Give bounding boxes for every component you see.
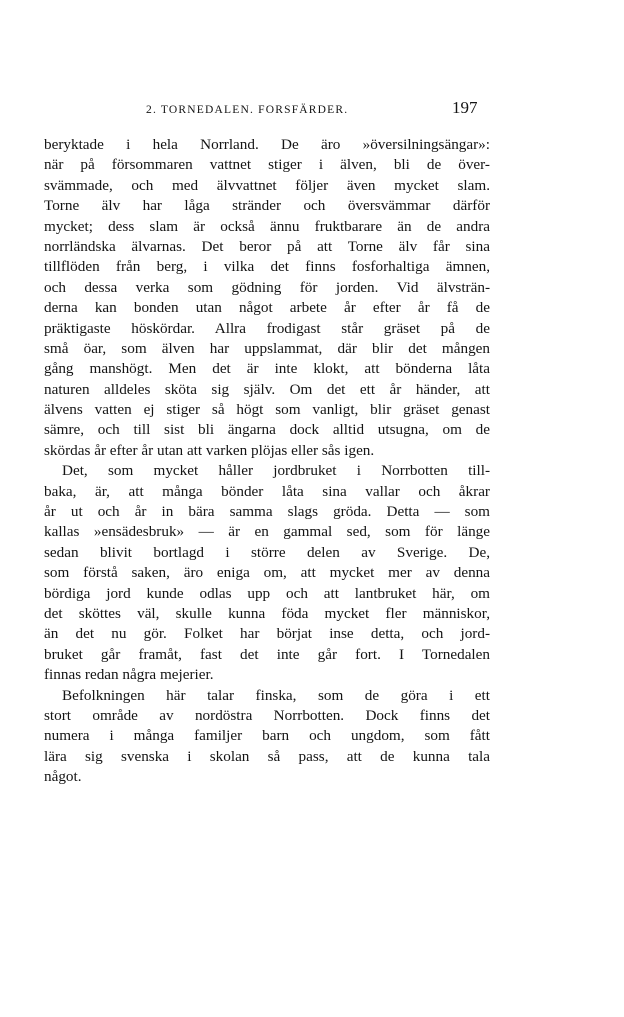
text-line: numera i många familjer barn och ungdom, som fått — [44, 727, 490, 745]
text-line: lära sig svenska i skolan så pass, att de kunna tala — [44, 747, 490, 765]
text-line: och dessa verka som gödning för jorden. Vid älvsträn- — [44, 278, 490, 296]
text-line: det sköttes väl, skulle kunna föda mycket fler människor, — [44, 604, 490, 622]
text-line: kallas »ensädesbruk» — är en gammal sed, som för länge — [44, 523, 490, 541]
text-line: mycket; dess slam är också ännu fruktbarare än de andra — [44, 217, 490, 235]
running-title: 2. TORNEDALEN. FORSFÄRDER. — [146, 104, 349, 116]
text-line: något. — [44, 768, 82, 786]
text-line: bruket går framåt, fast det inte går fort. I Tornedalen — [44, 645, 490, 663]
running-header — [0, 98, 624, 122]
text-line: finnas redan några mejerier. — [44, 666, 214, 684]
text-line: beryktade i hela Norrland. De äro »översilningsängar»: — [44, 136, 490, 153]
text-line: sedan blivit bortlagd i större delen av Sverige. De, — [44, 543, 490, 561]
text-line: små öar, som älven har uppslammat, där blir det mången — [44, 339, 490, 357]
text-line: Befolkningen här talar finska, som de göra i ett — [62, 686, 490, 704]
text-line: präktigaste höskördar. Allra frodigast står gräset på de — [44, 319, 490, 337]
text-line: älvens vatten ej stiger så högt som vanligt, blir gräset genast — [44, 401, 490, 419]
text-line: norrländska älvarnas. Det beror på att Torne älv får sina — [44, 237, 490, 255]
text-line: Torne älv har låga stränder och översvämmar därför — [44, 197, 490, 215]
text-line: skördas år efter år utan att varken plöjas eller sås igen. — [44, 441, 375, 459]
text-line: än det nu gör. Folket har börjat inse detta, och jord- — [44, 625, 490, 643]
text-line: svämmade, och med älvvattnet följer även mycket slam. — [44, 176, 490, 194]
text-line: Det, som mycket håller jordbruket i Norrbotten till- — [62, 462, 490, 480]
page-number: 197 — [452, 98, 478, 117]
text-line: sämre, och till sist bli ängarna dock alltid utsugna, om de — [44, 421, 490, 439]
text-line: år ut och år in bära samma slags gröda. Detta — som — [44, 503, 490, 521]
text-line: tillflöden från berg, i vilka det finns fosforhaltiga ämnen, — [44, 258, 490, 276]
text-line: som förstå saken, äro eniga om, att mycket mer av denna — [44, 564, 490, 582]
text-line: baka, är, att många bönder låta sina vallar och åkrar — [44, 482, 490, 500]
text-line: bördiga jord kunde odlas upp och att lantbruket här, om — [44, 584, 490, 602]
text-line: när på försommaren vattnet stiger i älven, bli de över- — [44, 156, 490, 174]
body-text — [44, 135, 490, 788]
text-line: gång manshögt. Men det är inte klokt, att bönderna låta — [44, 360, 490, 378]
text-line: naturen alldeles sköta sig själv. Om det ett år händer, att — [44, 380, 490, 398]
text-line: stort område av nordöstra Norrbotten. Dock finns det — [44, 706, 490, 724]
text-line: derna kan bonden utan något arbete år efter år få de — [44, 299, 490, 317]
